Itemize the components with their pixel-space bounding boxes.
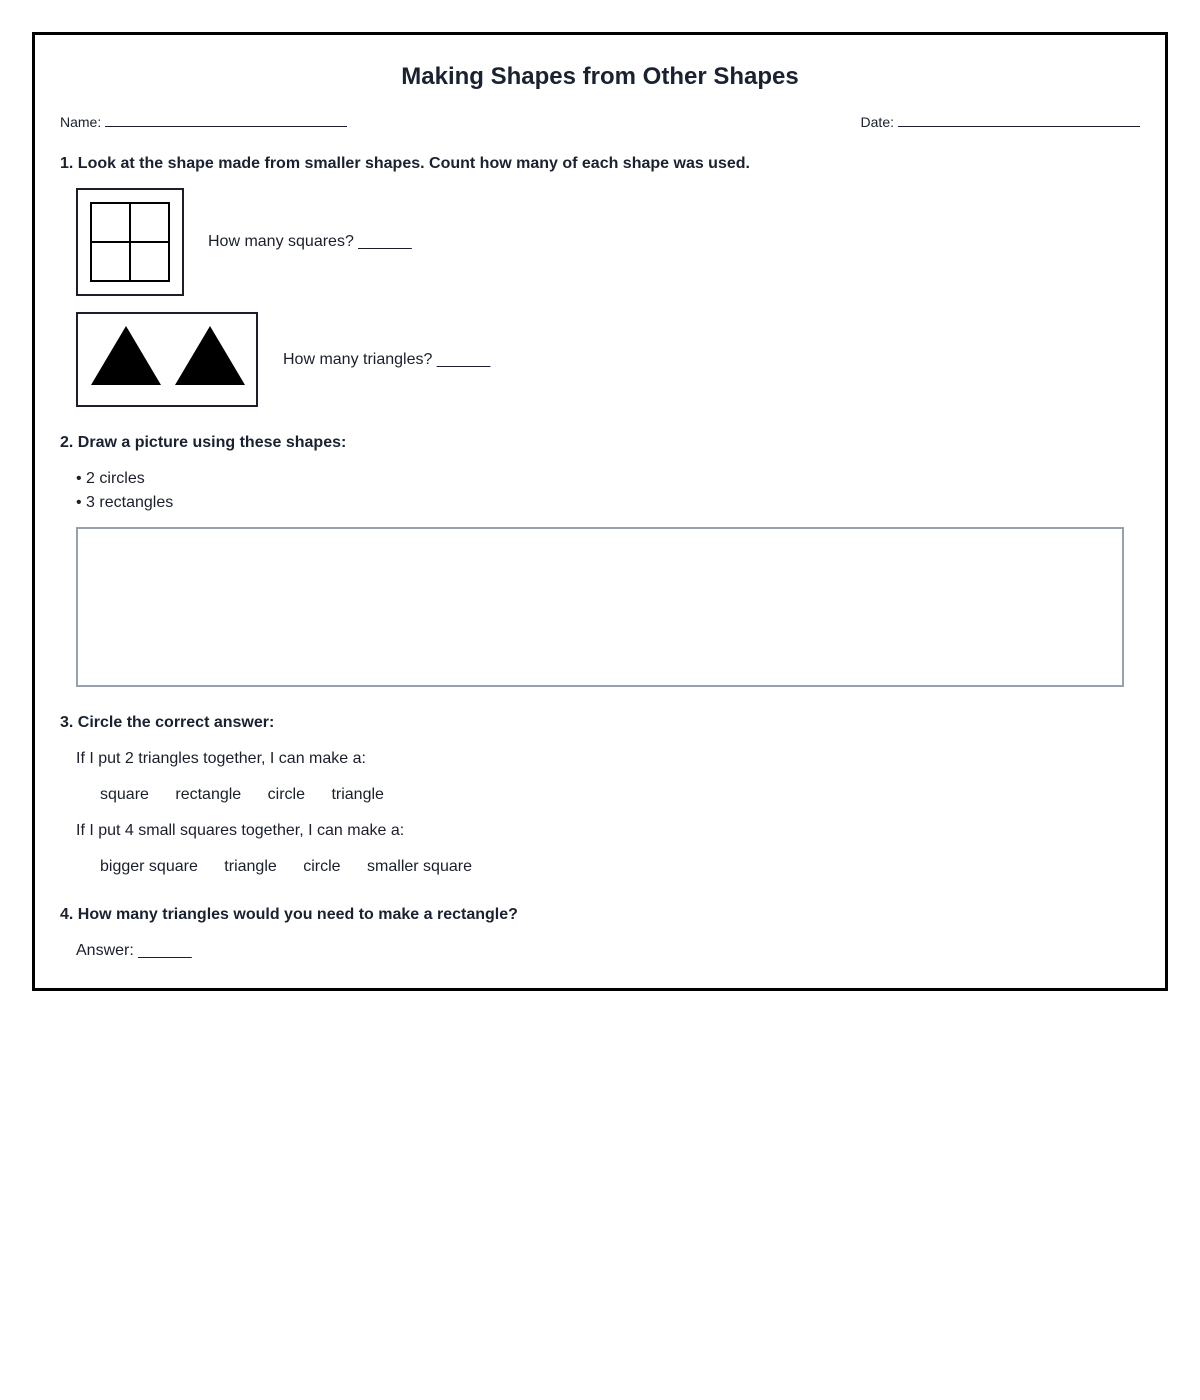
squares-figure bbox=[76, 188, 184, 296]
date-line[interactable] bbox=[898, 112, 1140, 127]
question-3-part-1-options bbox=[100, 786, 406, 804]
drawing-area[interactable] bbox=[76, 527, 1124, 687]
question-2-heading: 2. Draw a picture using these shapes: bbox=[60, 434, 347, 451]
triangle-1 bbox=[91, 326, 161, 385]
list-item: • 3 rectangles bbox=[76, 494, 174, 511]
triangles-icon bbox=[78, 314, 256, 405]
answer-option-circle[interactable]: circle bbox=[267, 786, 305, 803]
answer-option-bigger-square[interactable]: bigger square bbox=[100, 858, 198, 875]
answer-option-triangle[interactable]: triangle bbox=[224, 858, 277, 875]
question-3-part-2-prompt: If I put 4 small squares together, I can make a: bbox=[76, 822, 405, 839]
answer-option-square[interactable]: square bbox=[100, 786, 149, 803]
answer-option-rectangle[interactable]: rectangle bbox=[175, 786, 242, 803]
date-field[interactable] bbox=[861, 112, 1140, 130]
name-field[interactable] bbox=[60, 112, 347, 130]
squares-prompt[interactable]: How many squares? ______ bbox=[208, 233, 412, 250]
answer-option-circle[interactable]: circle bbox=[303, 858, 341, 875]
answer-option-triangle[interactable]: triangle bbox=[331, 786, 384, 803]
question-3-heading: 3. Circle the correct answer: bbox=[60, 714, 275, 731]
page-title: Making Shapes from Other Shapes bbox=[401, 63, 799, 90]
name-label: Name: bbox=[60, 114, 102, 130]
worksheet bbox=[32, 32, 1168, 991]
name-line[interactable] bbox=[105, 112, 347, 127]
triangles-prompt[interactable]: How many triangles? ______ bbox=[283, 351, 491, 368]
answer-option-smaller-square[interactable]: smaller square bbox=[367, 858, 472, 875]
question-3-part-2-options bbox=[100, 858, 494, 876]
question-4-heading: 4. How many triangles would you need to make a rectangle? bbox=[60, 906, 518, 923]
triangles-figure bbox=[76, 312, 258, 407]
question-3-part-1-prompt: If I put 2 triangles together, I can make a: bbox=[76, 750, 366, 767]
answer-field[interactable]: Answer: ______ bbox=[76, 942, 192, 959]
question-1-heading: 1. Look at the shape made from smaller shapes. Count how many of each shape was used. bbox=[60, 155, 750, 172]
triangle-2 bbox=[175, 326, 245, 385]
squares-grid-icon bbox=[78, 190, 182, 294]
list-item: • 2 circles bbox=[76, 470, 145, 487]
date-label: Date: bbox=[860, 114, 894, 130]
